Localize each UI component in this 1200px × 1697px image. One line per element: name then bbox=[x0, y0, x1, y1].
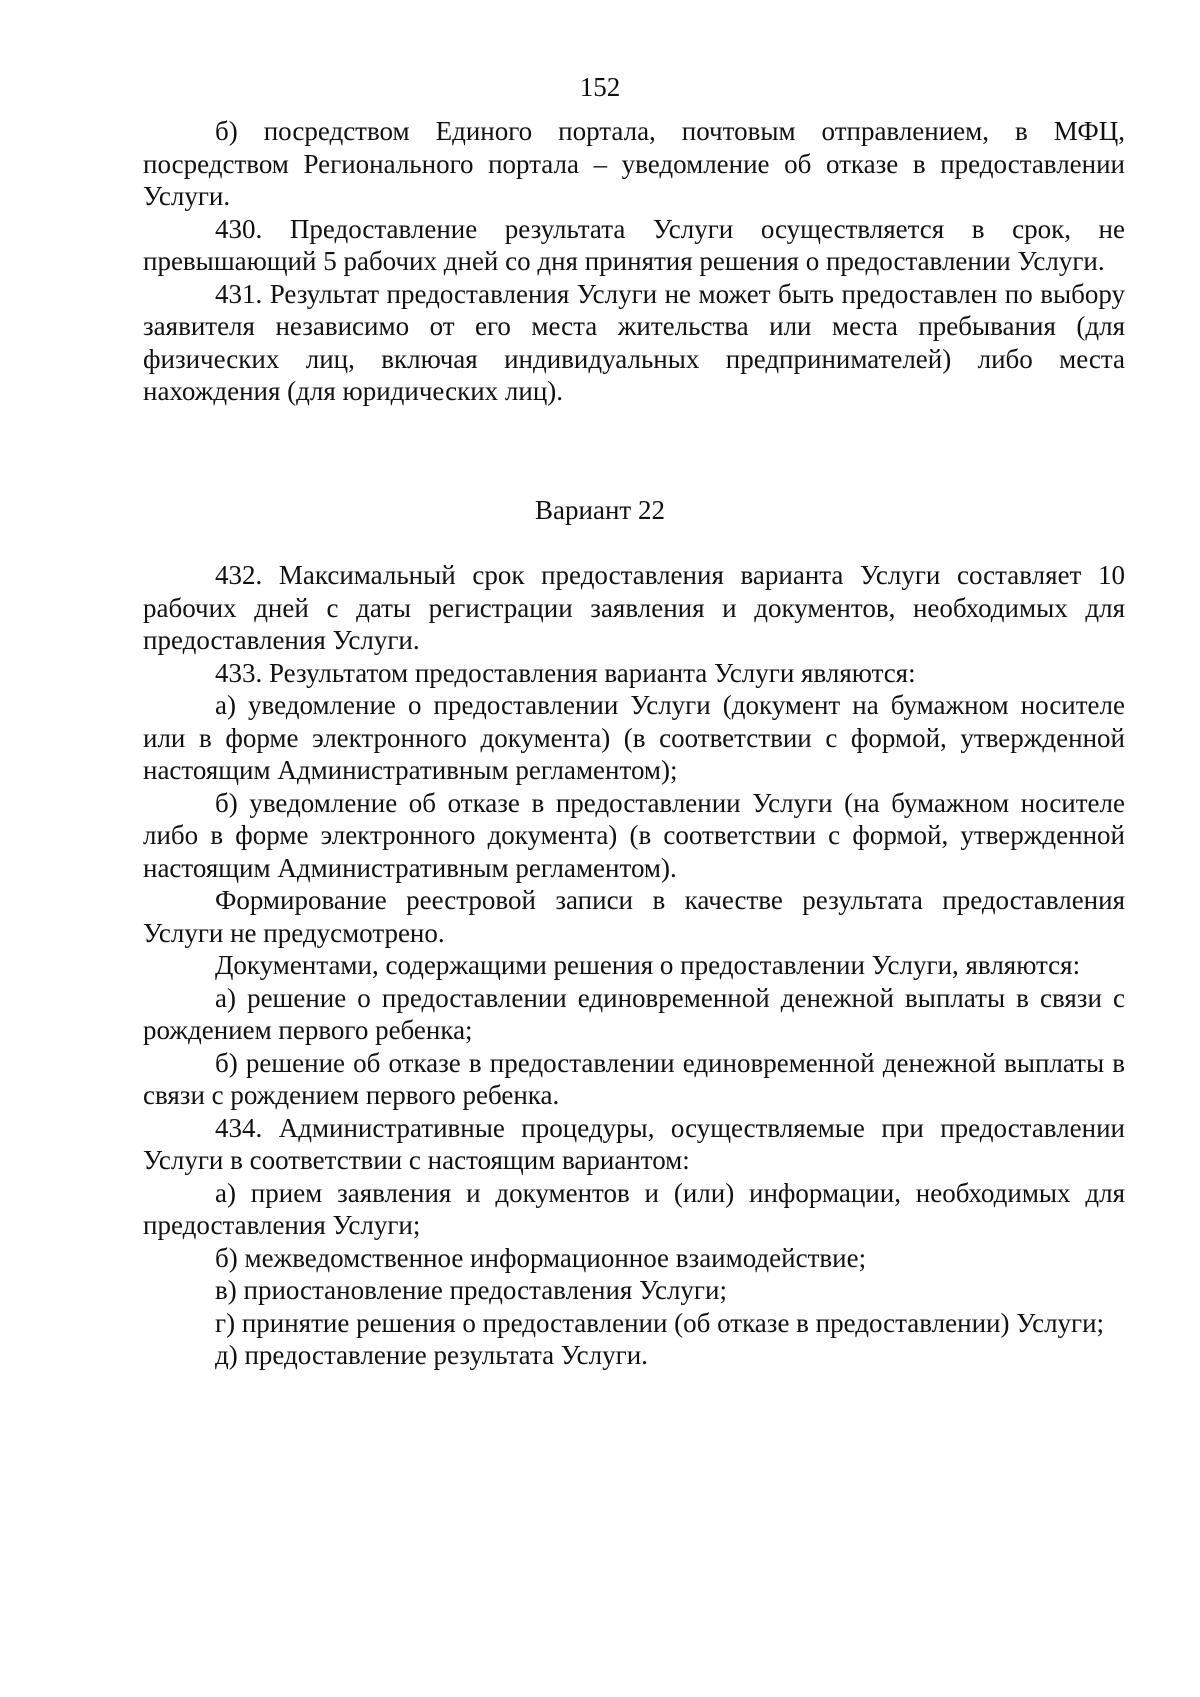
variant-heading: Вариант 22 bbox=[535, 495, 665, 525]
list-item-decision-b: б) решение об отказе в предоставлении единовременной денежной выплаты в связи с рождением первого ребенка. bbox=[143, 1047, 1125, 1110]
page-number: 152 bbox=[579, 72, 621, 102]
paragraph-433: 433. Результатом предоставления варианта Услуги являются: bbox=[215, 657, 916, 688]
paragraph-registry-record: Формирование реестровой записи в качестве результата предоставления Услуги не предусмотрено. bbox=[143, 885, 1125, 948]
section-top bbox=[143, 115, 1125, 408]
paragraph-430: 430. Предоставление результата Услуги осуществляется в срок, не превышающий 5 рабочих дней со дня принятия решения о предоставлении Услуги. bbox=[143, 213, 1125, 276]
paragraph-431: 431. Результат предоставления Услуги не может быть предоставлен по выбору заявителя независимо от его места жительства или места пребывания (для физических лиц, включая индивидуальных предпринимателей) либо места нахождения (для юридических лиц). bbox=[143, 278, 1125, 406]
list-item-433-a: а) уведомление о предоставлении Услуги (документ на бумажном носителе или в форме электронного документа) (в соответствии с формой, утвержденной настоящим Административным регламентом); bbox=[143, 690, 1125, 785]
paragraph-434: 434. Административные процедуры, осуществляемые при предоставлении Услуги в соответствии с настоящим вариантом: bbox=[143, 1112, 1125, 1175]
list-item-433-b: б) уведомление об отказе в предоставлении Услуги (на бумажном носителе либо в форме электронного документа) (в соответствии с формой, утвержденной настоящим Административным регламентом). bbox=[143, 787, 1125, 883]
list-item-434-e: д) предоставление результата Услуги. bbox=[215, 1340, 648, 1370]
section-variant-22 bbox=[143, 559, 1125, 1372]
list-item-decision-a: а) решение о предоставлении единовременной денежной выплаты в связи с рождением первого ребенка; bbox=[143, 982, 1125, 1045]
list-item-434-c: в) приостановление предоставления Услуги; bbox=[215, 1275, 727, 1305]
paragraph-decision-documents: Документами, содержащими решения о предоставлении Услуги, являются: bbox=[215, 950, 1081, 980]
paragraph-432: 432. Максимальный срок предоставления варианта Услуги составляет 10 рабочих дней с даты регистрации заявления и документов, необходимых для предоставления Услуги. bbox=[143, 560, 1125, 655]
list-item-434-b: б) межведомственное информационное взаимодействие; bbox=[215, 1242, 867, 1273]
list-item-434-d: г) принятие решения о предоставлении (об отказе в предоставлении) Услуги; bbox=[215, 1307, 1105, 1338]
list-item-434-a: а) прием заявления и документов и (или) информации, необходимых для предоставления Услуги; bbox=[143, 1177, 1125, 1240]
paragraph-delivery-refusal: б) посредством Единого портала, почтовым отправлением, в МФЦ, посредством Регионального портала – уведомление об отказе в предоставлении Услуги. bbox=[143, 116, 1125, 211]
